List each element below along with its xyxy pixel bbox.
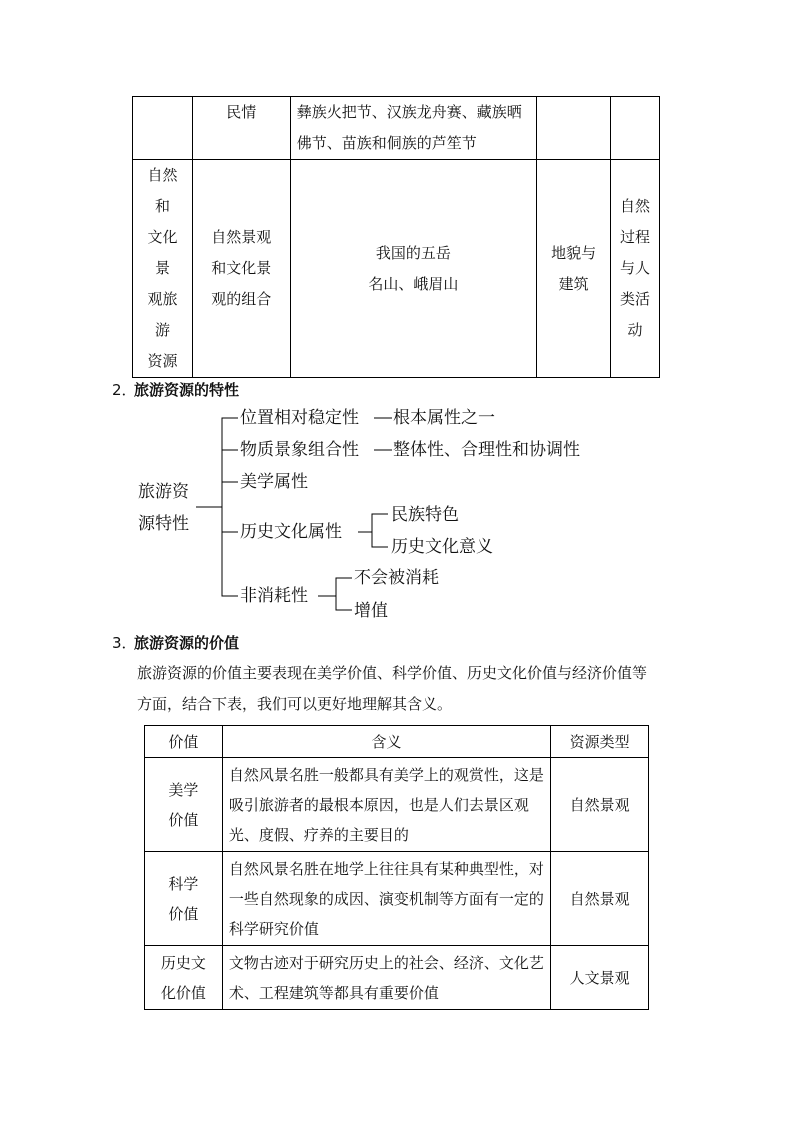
diagram-branch-5-child-2: 增值: [354, 601, 388, 621]
table-cell: 自然景观: [551, 852, 649, 946]
section-title: 旅游资源的特性: [134, 381, 240, 399]
section-number: 2．: [112, 381, 137, 399]
table-cell: 我国的五岳 名山、峨眉山: [290, 160, 536, 378]
table-cell: 人文景观: [551, 946, 649, 1010]
table-cell: 文物古迹对于研究历史上的社会、经济、文化艺术、工程建筑等都具有重要价值: [222, 946, 550, 1010]
section-title: 旅游资源的价值: [134, 634, 240, 652]
table-cell: 自然风景名胜一般都具有美学上的观赏性，这是吸引旅游者的最根本原因，也是人们去景区观光、度假、疗养的主要目的: [222, 758, 550, 852]
table-row: [145, 758, 649, 852]
table-row: [145, 946, 649, 1010]
diagram-branch-4-child-2: 历史文化意义: [391, 537, 493, 557]
table-cell: 自然 过程 与人 类活 动: [611, 160, 660, 378]
section-3-paragraph-line-1: 旅游资源的价值主要表现在美学价值、科学价值、历史文化价值与经济价值等: [137, 664, 648, 682]
diagram-branch-1-note: 根本属性之一: [393, 408, 495, 428]
table-header: 含义: [222, 726, 550, 758]
table-cell: 科学 价值: [145, 852, 223, 946]
diagram-branch-5-child-1: 不会被消耗: [354, 568, 439, 588]
diagram-branch-1: 位置相对稳定性: [240, 408, 359, 428]
table-cell: 美学 价值: [145, 758, 223, 852]
diagram-branch-2-note: 整体性、合理性和协调性: [393, 440, 580, 460]
diagram-branch-4: 历史文化属性: [240, 522, 342, 542]
table-cell: 自然景观: [551, 758, 649, 852]
table-cell: 彝族火把节、汉族龙舟赛、藏族晒佛节、苗族和侗族的芦笙节: [290, 97, 536, 160]
table-header-row: [145, 726, 649, 758]
table-cell: 自然风景名胜在地学上往往具有某种典型性，对一些自然现象的成因、演变机制等方面有一定的科学研究价值: [222, 852, 550, 946]
diagram-branch-5: 非消耗性: [240, 586, 308, 606]
value-table: [144, 725, 649, 1010]
table-cell: 自然 和 文化 景 观旅 游 资源: [133, 160, 193, 378]
table-cell: 自然景观 和文化景 观的组合: [192, 160, 290, 378]
table-row: [145, 852, 649, 946]
table-header: 资源类型: [551, 726, 649, 758]
section-3-paragraph-line-2: 方面，结合下表，我们可以更好地理解其含义。: [137, 695, 453, 713]
section-3-heading: [112, 632, 239, 654]
table-header: 价值: [145, 726, 223, 758]
diagram-branch-3: 美学属性: [240, 472, 308, 492]
table-cell: 民情: [192, 97, 290, 160]
diagram-root: 旅游资 源特性: [138, 482, 189, 534]
diagram-branch-2: 物质景象组合性: [240, 440, 359, 460]
section-number: 3．: [112, 634, 137, 652]
table-cell: 地貌与 建筑: [537, 160, 611, 378]
table-cell: 历史文 化价值: [145, 946, 223, 1010]
diagram-branch-4-child-1: 民族特色: [391, 505, 459, 525]
